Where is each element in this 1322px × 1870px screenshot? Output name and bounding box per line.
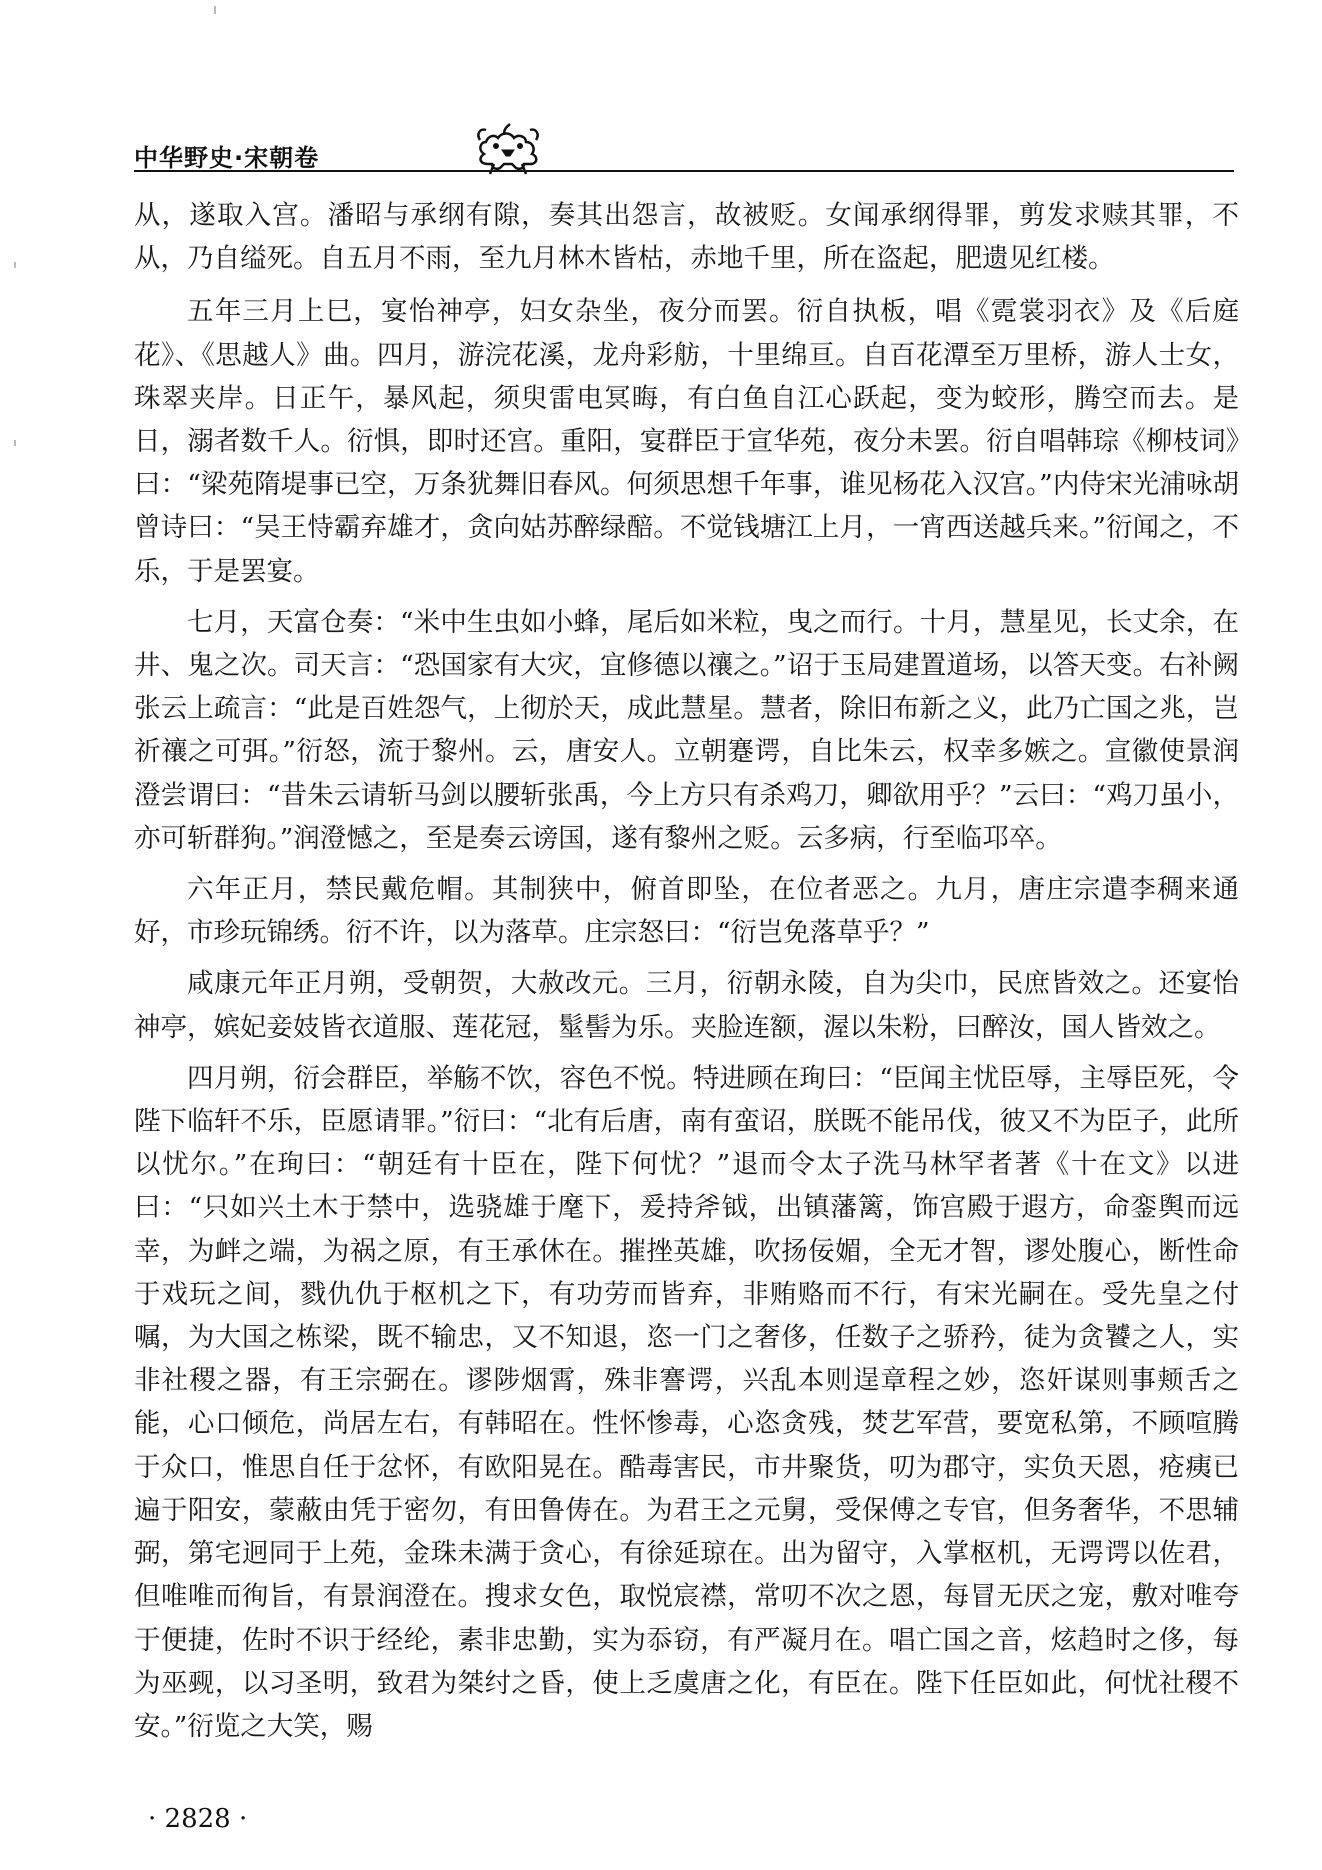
dragon-emblem-icon [474, 120, 544, 176]
paragraph: 四月朔，衍会群臣，举觞不饮，容色不悦。特进顾在珣曰：“臣闻主忧臣辱，主辱臣死，令陛下临轩不乐，臣愿请罪。”衍曰：“北有后唐，南有蛮诏，朕既不能吊伐，彼又不为臣子，此所以忧尔。”在珣曰：“朝廷有十臣在，陛下何忧？”退而令太子洗马林罕者著《十在文》以进曰：“只如兴土木于禁中，选骁雄于麾下，爰持斧钺，出镇藩篱，饰宫殿于遐方，命銮舆而远幸，为衅之端，为祸之原，有王承休在。摧挫英雄，吹扬佞媚，全无才智，谬处腹心，断性命于戏玩之间，戮仇仇于枢机之下，有功劳而皆弃，非贿赂而不行，有宋光嗣在。受先皇之付嘱，为大国之栋梁，既不输忠，又不知退，恣一门之奢侈，任数子之骄矜，徒为贪饕之人，实非社稷之器，有王宗弼在。谬陟烟霄，殊非謇谔，兴乱本则逞章程之妙，恣奸谋则事颊舌之能，心口倾危，尚居左右，有韩昭在。性怀惨毒，心恣贪残，焚艺军营，要宽私第，不顾喧腾于众口，惟思自任于忿怀，有欧阳晃在。酷毒害民，市井聚货，叨为郡守，实负天恩，疮痍已遍于阳安，蒙蔽由凭于密勿，有田鲁俦在。为君王之元舅，受保傅之专官，但务奢华，不思辅弼，第宅迥同于上苑，金珠未满于贪心，有徐延琼在。出为留守，入掌枢机，无谔谔以佐君，但唯唯而徇旨，有景润澄在。搜求女色，取悦宸襟，常叨不次之恩，每冒无厌之宠，敷对唯夸于便捷，佐时不识于经纶，素非忠勤，实为忝窃，有严凝月在。唱亡国之音，炫趋时之侈，每为巫觋，以习圣明，致君为桀纣之昏，使上乏虞唐之化，有臣在。陛下任臣如此，何忧社稷不安。”衍览之大笑，赐 [134, 1062, 1239, 1742]
book-title: 中华野史·宋朝卷 [134, 144, 320, 172]
paragraph: 咸康元年正月朔，受朝贺，大赦改元。三月，衍朝永陵，自为尖巾，民庶皆效之。还宴怡神亭，嫔妃妾妓皆衣道服、莲花冠，髽髻为乐。夹脸连额，渥以朱粉，曰醉汝，国人皆效之。 [134, 968, 1239, 1043]
scan-mark [14, 262, 16, 268]
body-text [134, 194, 1239, 1756]
header-rule [134, 170, 1234, 172]
scan-mark [214, 6, 216, 14]
paragraph: 五年三月上巳，宴怡神亭，妇女杂坐，夜分而罢。衍自执板，唱《霓裳羽衣》及《后庭花》、《思越人》曲。四月，游浣花溪，龙舟彩舫，十里绵亘。自百花潭至万里桥，游人士女，珠翠夹岸。日正午，暴风起，须臾雷电冥晦，有白鱼自江心跃起，变为蛟形，腾空而去。是日，溺者数千人。衍惧，即时还宫。重阳，宴群臣于宣华苑，夜分未罢。衍自唱韩琮《柳枝词》曰：“梁苑隋堤事已空，万条犹舞旧春风。何须思想千年事，谁见杨花入汉宫。”内侍宋光浦咏胡曾诗曰：“吴王恃霸弃雄才，贪向姑苏醉绿醅。不觉钱塘江上月，一宵西送越兵来。”衍闻之，不乐，于是罢宴。 [134, 296, 1239, 587]
paragraph: 六年正月，禁民戴危帽。其制狭中，俯首即坠，在位者恶之。九月，唐庄宗遣李稠来通好，市珍玩锦绣。衍不许，以为落草。庄宗怒曰：“衍岂免落草乎？” [134, 874, 1239, 949]
running-header [134, 120, 1239, 180]
paragraph: 七月，天富仓奏：“米中生虫如小蜂，尾后如米粒，曳之而行。十月，慧星见，长丈余，在井、鬼之次。司天言：“恐国家有大灾，宜修德以禳之。”诏于玉局建置道场，以答天变。右补阙张云上疏言：“此是百姓怨气，上彻於天，成此慧星。慧者，除旧布新之义，此乃亡国之兆，岂祈禳之可弭。”衍怒，流于黎州。云，唐安人。立朝蹇谔，自比朱云，权幸多嫉之。宣徽使景润澄尝谓曰：“昔朱云请斩马剑以腰斩张禹，今上方只有杀鸡刀，卿欲用乎？”云曰：“鸡刀虽小，亦可斩群狗。”润澄憾之，至是奏云谤国，遂有黎州之贬。云多病，行至临邛卒。 [134, 606, 1239, 854]
scan-mark [14, 440, 16, 446]
paragraph: 从，遂取入宫。潘昭与承纲有隙，奏其出怨言，故被贬。女闻承纲得罪，剪发求赎其罪，不从，乃自缢死。自五月不雨，至九月林木皆枯，赤地千里，所在盗起，肥遗见红楼。 [134, 200, 1239, 275]
page-number: · 2828 · [148, 1804, 248, 1834]
